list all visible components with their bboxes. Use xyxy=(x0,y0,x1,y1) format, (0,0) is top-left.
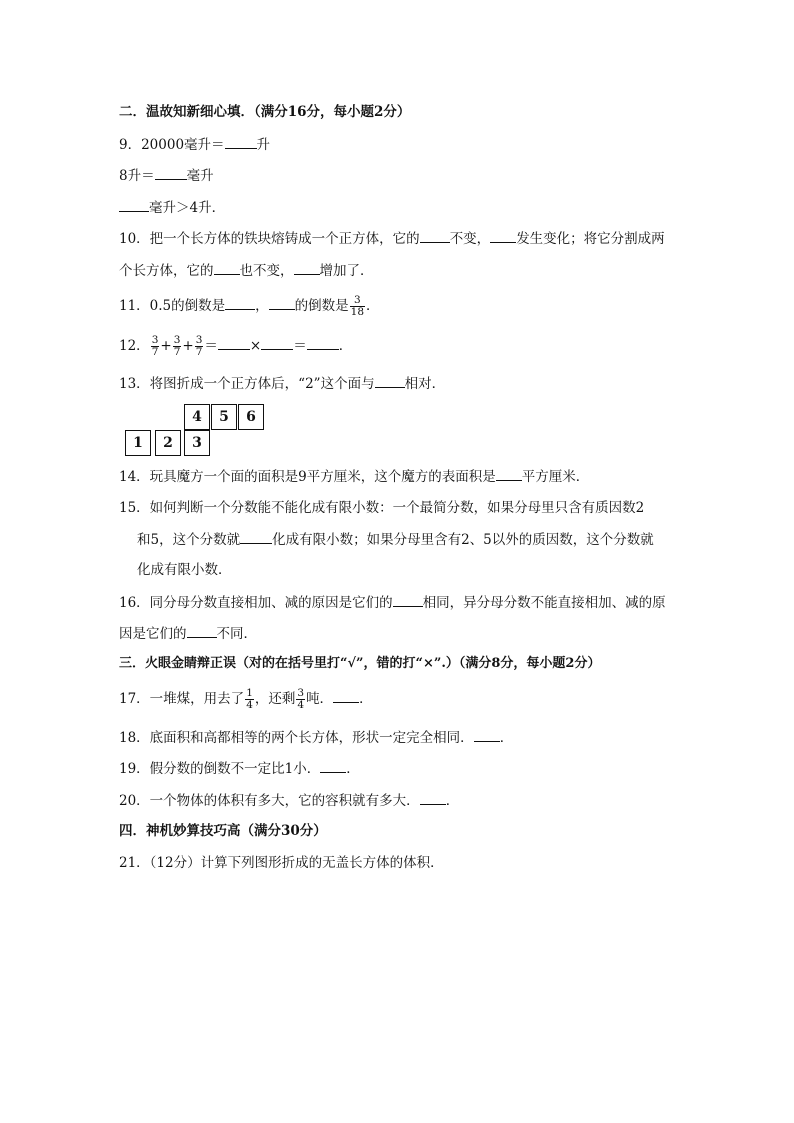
fraction xyxy=(173,335,182,358)
question-15-line-2 xyxy=(137,529,654,550)
net-cell: 5 xyxy=(211,404,237,430)
q15-text: 和5，这个分数就 xyxy=(137,532,241,548)
question-15-line-1: 15．如何判断一个分数能不能化成有限小数：一个最简分数，如果分母里只含有质因数2 xyxy=(119,500,645,516)
answer-blank[interactable] xyxy=(261,335,293,350)
q10-text: 发生变化；将它分割成两 xyxy=(516,231,665,247)
section-3-title: 三．火眼金睛辩正误（对的在括号里打“√”，错的打“×”.）（满分8分，每小题2分） xyxy=(119,656,601,671)
section-2-title: 二．温故知新细心填．（满分16分，每小题2分） xyxy=(119,104,411,120)
q9-a-unit: 升 xyxy=(256,137,271,153)
answer-blank[interactable] xyxy=(420,228,450,243)
answer-blank[interactable] xyxy=(307,335,339,350)
answer-blank[interactable] xyxy=(187,623,217,638)
fraction-numerator: 3 xyxy=(151,334,159,346)
q17-text: ，还剩 xyxy=(254,691,296,707)
q17-text: 吨． xyxy=(306,691,334,707)
question-19 xyxy=(119,758,360,779)
answer-blank[interactable] xyxy=(320,758,346,773)
answer-blank[interactable] xyxy=(375,373,405,388)
answer-blank[interactable] xyxy=(420,790,446,805)
fraction-numerator: 3 xyxy=(354,294,361,306)
q20-text: ． xyxy=(445,793,460,809)
net-cell: 4 xyxy=(184,404,210,430)
question-13 xyxy=(119,373,445,394)
q16-text: 因是它们的 xyxy=(119,626,187,642)
q16-text: 不同． xyxy=(216,626,257,642)
q9-c-text: 毫升＞4升． xyxy=(149,200,226,216)
net-cell: 6 xyxy=(238,404,264,430)
answer-blank[interactable] xyxy=(225,295,255,310)
plus-sign: + xyxy=(182,338,194,354)
question-21: 21．（12分）计算下列图形折成的无盖长方体的体积． xyxy=(119,855,444,871)
fraction-denominator: 7 xyxy=(151,346,159,358)
answer-blank[interactable] xyxy=(155,165,187,180)
fraction-denominator: 7 xyxy=(173,346,181,358)
answer-blank[interactable] xyxy=(119,197,149,212)
fraction-numerator: 3 xyxy=(195,334,203,346)
question-10-line-2 xyxy=(119,260,374,281)
q18-text: ． xyxy=(499,730,514,746)
equals-sign: ＝ xyxy=(204,338,218,354)
question-11 xyxy=(119,293,380,319)
answer-blank[interactable] xyxy=(214,260,240,275)
q14-text: 平方厘米． xyxy=(521,469,590,485)
answer-blank[interactable] xyxy=(333,688,359,703)
q20-text: 20．一个物体的体积有多大，它的容积就有多大． xyxy=(119,793,420,809)
question-17 xyxy=(119,686,373,712)
question-16-line-2 xyxy=(119,623,257,644)
q17-text: 17．一堆煤，用去了 xyxy=(119,691,245,707)
question-16-line-1 xyxy=(119,592,666,613)
answer-blank[interactable] xyxy=(218,335,250,350)
answer-blank[interactable] xyxy=(294,260,320,275)
question-15-line-3: 化成有限小数． xyxy=(137,562,232,578)
fraction-numerator: 3 xyxy=(173,334,181,346)
fraction-numerator: 3 xyxy=(297,687,305,699)
q9-a-text: 9．20000毫升＝ xyxy=(119,137,225,153)
q10-text: 也不变， xyxy=(239,263,294,279)
q10-text: 10．把一个长方体的铁块熔铸成一个正方体，它的 xyxy=(119,231,420,247)
q16-text: 相同，异分母分数不能直接相加、减的原 xyxy=(422,595,666,611)
q14-text: 14．玩具魔方一个面的面积是9平方厘米，这个魔方的表面积是 xyxy=(119,469,496,485)
fraction-denominator: 18 xyxy=(350,306,365,318)
question-20 xyxy=(119,790,459,811)
question-18 xyxy=(119,727,513,748)
fraction xyxy=(350,295,365,318)
q19-text: ． xyxy=(346,761,360,777)
q18-text: 18．底面积和高都相等的两个长方体，形状一定完全相同． xyxy=(119,730,474,746)
section-4-title: 四．神机妙算技巧高（满分30分） xyxy=(119,823,327,839)
q19-text: 19．假分数的倒数不一定比1小． xyxy=(119,761,321,777)
fraction-denominator: 4 xyxy=(246,699,253,711)
q11-text: ， xyxy=(255,298,269,314)
q13-text: 相对． xyxy=(404,376,446,392)
net-cell: 1 xyxy=(125,430,151,456)
fraction xyxy=(245,688,254,711)
fraction xyxy=(296,688,305,711)
q16-text: 16．同分母分数直接相加、减的原因是它们的 xyxy=(119,595,393,611)
answer-blank[interactable] xyxy=(496,466,522,481)
q12-end: ． xyxy=(338,338,353,354)
fraction-denominator: 4 xyxy=(297,699,305,711)
q10-text: 增加了． xyxy=(319,263,374,279)
times-sign: × xyxy=(249,338,262,354)
equals-sign: ＝ xyxy=(293,338,307,354)
answer-blank[interactable] xyxy=(474,727,500,742)
net-cell: 3 xyxy=(184,430,210,456)
question-12 xyxy=(119,333,352,359)
q11-text: 11．0.5的倒数是 xyxy=(119,298,226,314)
question-9-a xyxy=(119,134,270,155)
answer-blank[interactable] xyxy=(490,228,516,243)
answer-blank[interactable] xyxy=(393,592,423,607)
answer-blank[interactable] xyxy=(225,134,257,149)
q10-text: 不变， xyxy=(449,231,491,247)
question-14 xyxy=(119,466,589,487)
q10-text: 个长方体，它的 xyxy=(119,263,214,279)
question-9-c xyxy=(119,197,225,218)
q15-text: 化成有限小数；如果分母里含有2、5以外的质因数，这个分数就 xyxy=(272,532,654,548)
q9-b-text: 8升＝ xyxy=(119,168,155,184)
net-cell: 2 xyxy=(155,430,181,456)
answer-blank[interactable] xyxy=(269,295,295,310)
question-9-b xyxy=(119,165,214,186)
fraction xyxy=(151,335,160,358)
q11-text: 的倒数是 xyxy=(294,298,349,314)
fraction-denominator: 7 xyxy=(195,346,203,358)
question-10-line-1 xyxy=(119,228,665,249)
q12-number: 12． xyxy=(119,338,150,354)
q17-text: ． xyxy=(359,691,373,707)
q13-text: 13．将图折成一个正方体后，“2”这个面与 xyxy=(119,376,375,392)
fraction xyxy=(195,335,204,358)
q11-text: ． xyxy=(366,298,380,314)
q9-b-unit: 毫升 xyxy=(186,168,214,184)
fraction-numerator: 1 xyxy=(246,687,253,699)
answer-blank[interactable] xyxy=(240,529,272,544)
plus-sign: + xyxy=(160,338,172,354)
